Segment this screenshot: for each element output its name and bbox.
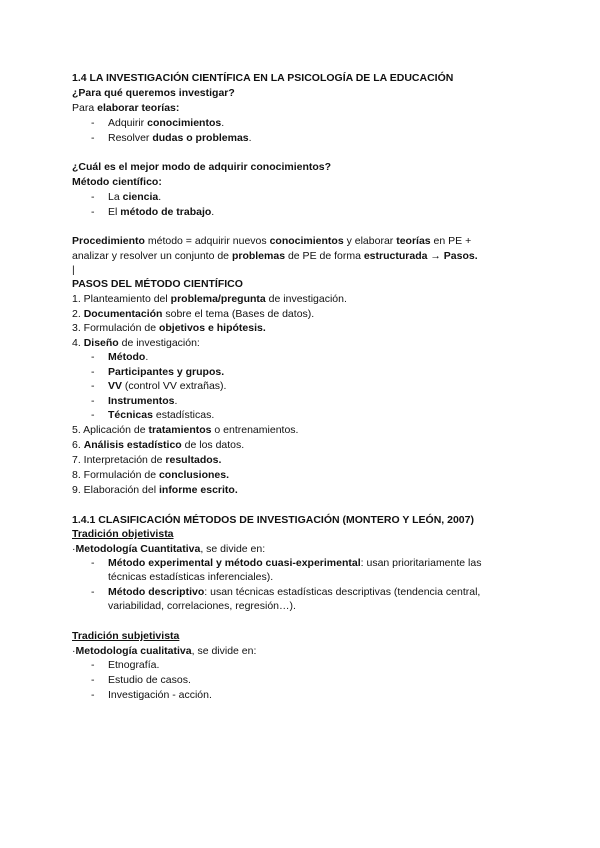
list-dash: - (91, 409, 95, 421)
list-item-continuation: técnicas estadísticas inferenciales). (108, 571, 274, 583)
list-item: Estudio de casos. (108, 674, 191, 686)
list-item: Participantes y grupos. (108, 366, 225, 378)
list-dash: - (91, 689, 95, 701)
text-cursor: | (72, 264, 75, 276)
list-dash: - (91, 557, 95, 569)
list-item: VV (control VV extrañas). (108, 380, 227, 392)
list-dash: - (91, 380, 95, 392)
list-item: El método de trabajo. (108, 206, 215, 218)
paragraph: Método científico: (72, 176, 162, 188)
list-item: Técnicas estadísticas. (108, 409, 215, 421)
list-dash: - (91, 117, 95, 129)
question-heading: ¿Cuál es el mejor modo de adquirir conocimientos? (72, 161, 332, 173)
list-item: 7. Interpretación de resultados. (72, 454, 222, 466)
list-item: 9. Elaboración del informe escrito. (72, 484, 238, 496)
subsection-heading: Tradición objetivista (72, 528, 174, 540)
list-dash: - (91, 674, 95, 686)
list-item: 8. Formulación de conclusiones. (72, 469, 229, 481)
paragraph: ·Metodología Cuantitativa, se divide en: (72, 543, 266, 555)
list-dash: - (91, 395, 95, 407)
list-dash: - (91, 206, 95, 218)
subsection-heading: Tradición subjetivista (72, 630, 180, 642)
list-item: 6. Análisis estadístico de los datos. (72, 439, 245, 451)
section-heading: PASOS DEL MÉTODO CIENTÍFICO (72, 278, 243, 290)
section-heading: 1.4.1 CLASIFICACIÓN MÉTODOS DE INVESTIGACIÓN (MONTERO Y LEÓN, 2007) (72, 514, 474, 526)
list-item: Etnografía. (108, 659, 160, 671)
list-item: 1. Planteamiento del problema/pregunta de investigación. (72, 293, 347, 305)
list-item: Método. (108, 351, 149, 363)
list-dash: - (91, 659, 95, 671)
paragraph: Procedimiento método = adquirir nuevos conocimientos y elaborar teorías en PE + (72, 235, 472, 247)
section-heading: 1.4 LA INVESTIGACIÓN CIENTÍFICA EN LA PSICOLOGÍA DE LA EDUCACIÓN (72, 72, 454, 84)
list-item: 3. Formulación de objetivos e hipótesis. (72, 322, 266, 334)
list-item: 4. Diseño de investigación: (72, 337, 200, 349)
list-item: Resolver dudas o problemas. (108, 132, 252, 144)
list-item: 5. Aplicación de tratamientos o entrenamientos. (72, 424, 299, 436)
list-item: Investigación - acción. (108, 689, 212, 701)
list-item: Método descriptivo: usan técnicas estadísticas descriptivas (tendencia central, (108, 586, 481, 598)
list-dash: - (91, 366, 95, 378)
list-dash: - (91, 586, 95, 598)
list-item: 2. Documentación sobre el tema (Bases de datos). (72, 308, 315, 320)
list-dash: - (91, 191, 95, 203)
list-dash: - (91, 351, 95, 363)
question-heading: ¿Para qué queremos investigar? (72, 87, 235, 99)
list-item: Instrumentos. (108, 395, 178, 407)
list-dash: - (91, 132, 95, 144)
paragraph: analizar y resolver un conjunto de problemas de PE de forma estructurada → Pasos. (72, 250, 478, 262)
list-item: La ciencia. (108, 191, 162, 203)
list-item: Adquirir conocimientos. (108, 117, 225, 129)
list-item: Método experimental y método cuasi-experimental: usan prioritariamente las (108, 557, 482, 569)
paragraph: Para elaborar teorías: (72, 102, 180, 114)
paragraph: ·Metodología cualitativa, se divide en: (72, 645, 257, 657)
list-item-continuation: variabilidad, correlaciones, regresión…). (108, 600, 296, 612)
